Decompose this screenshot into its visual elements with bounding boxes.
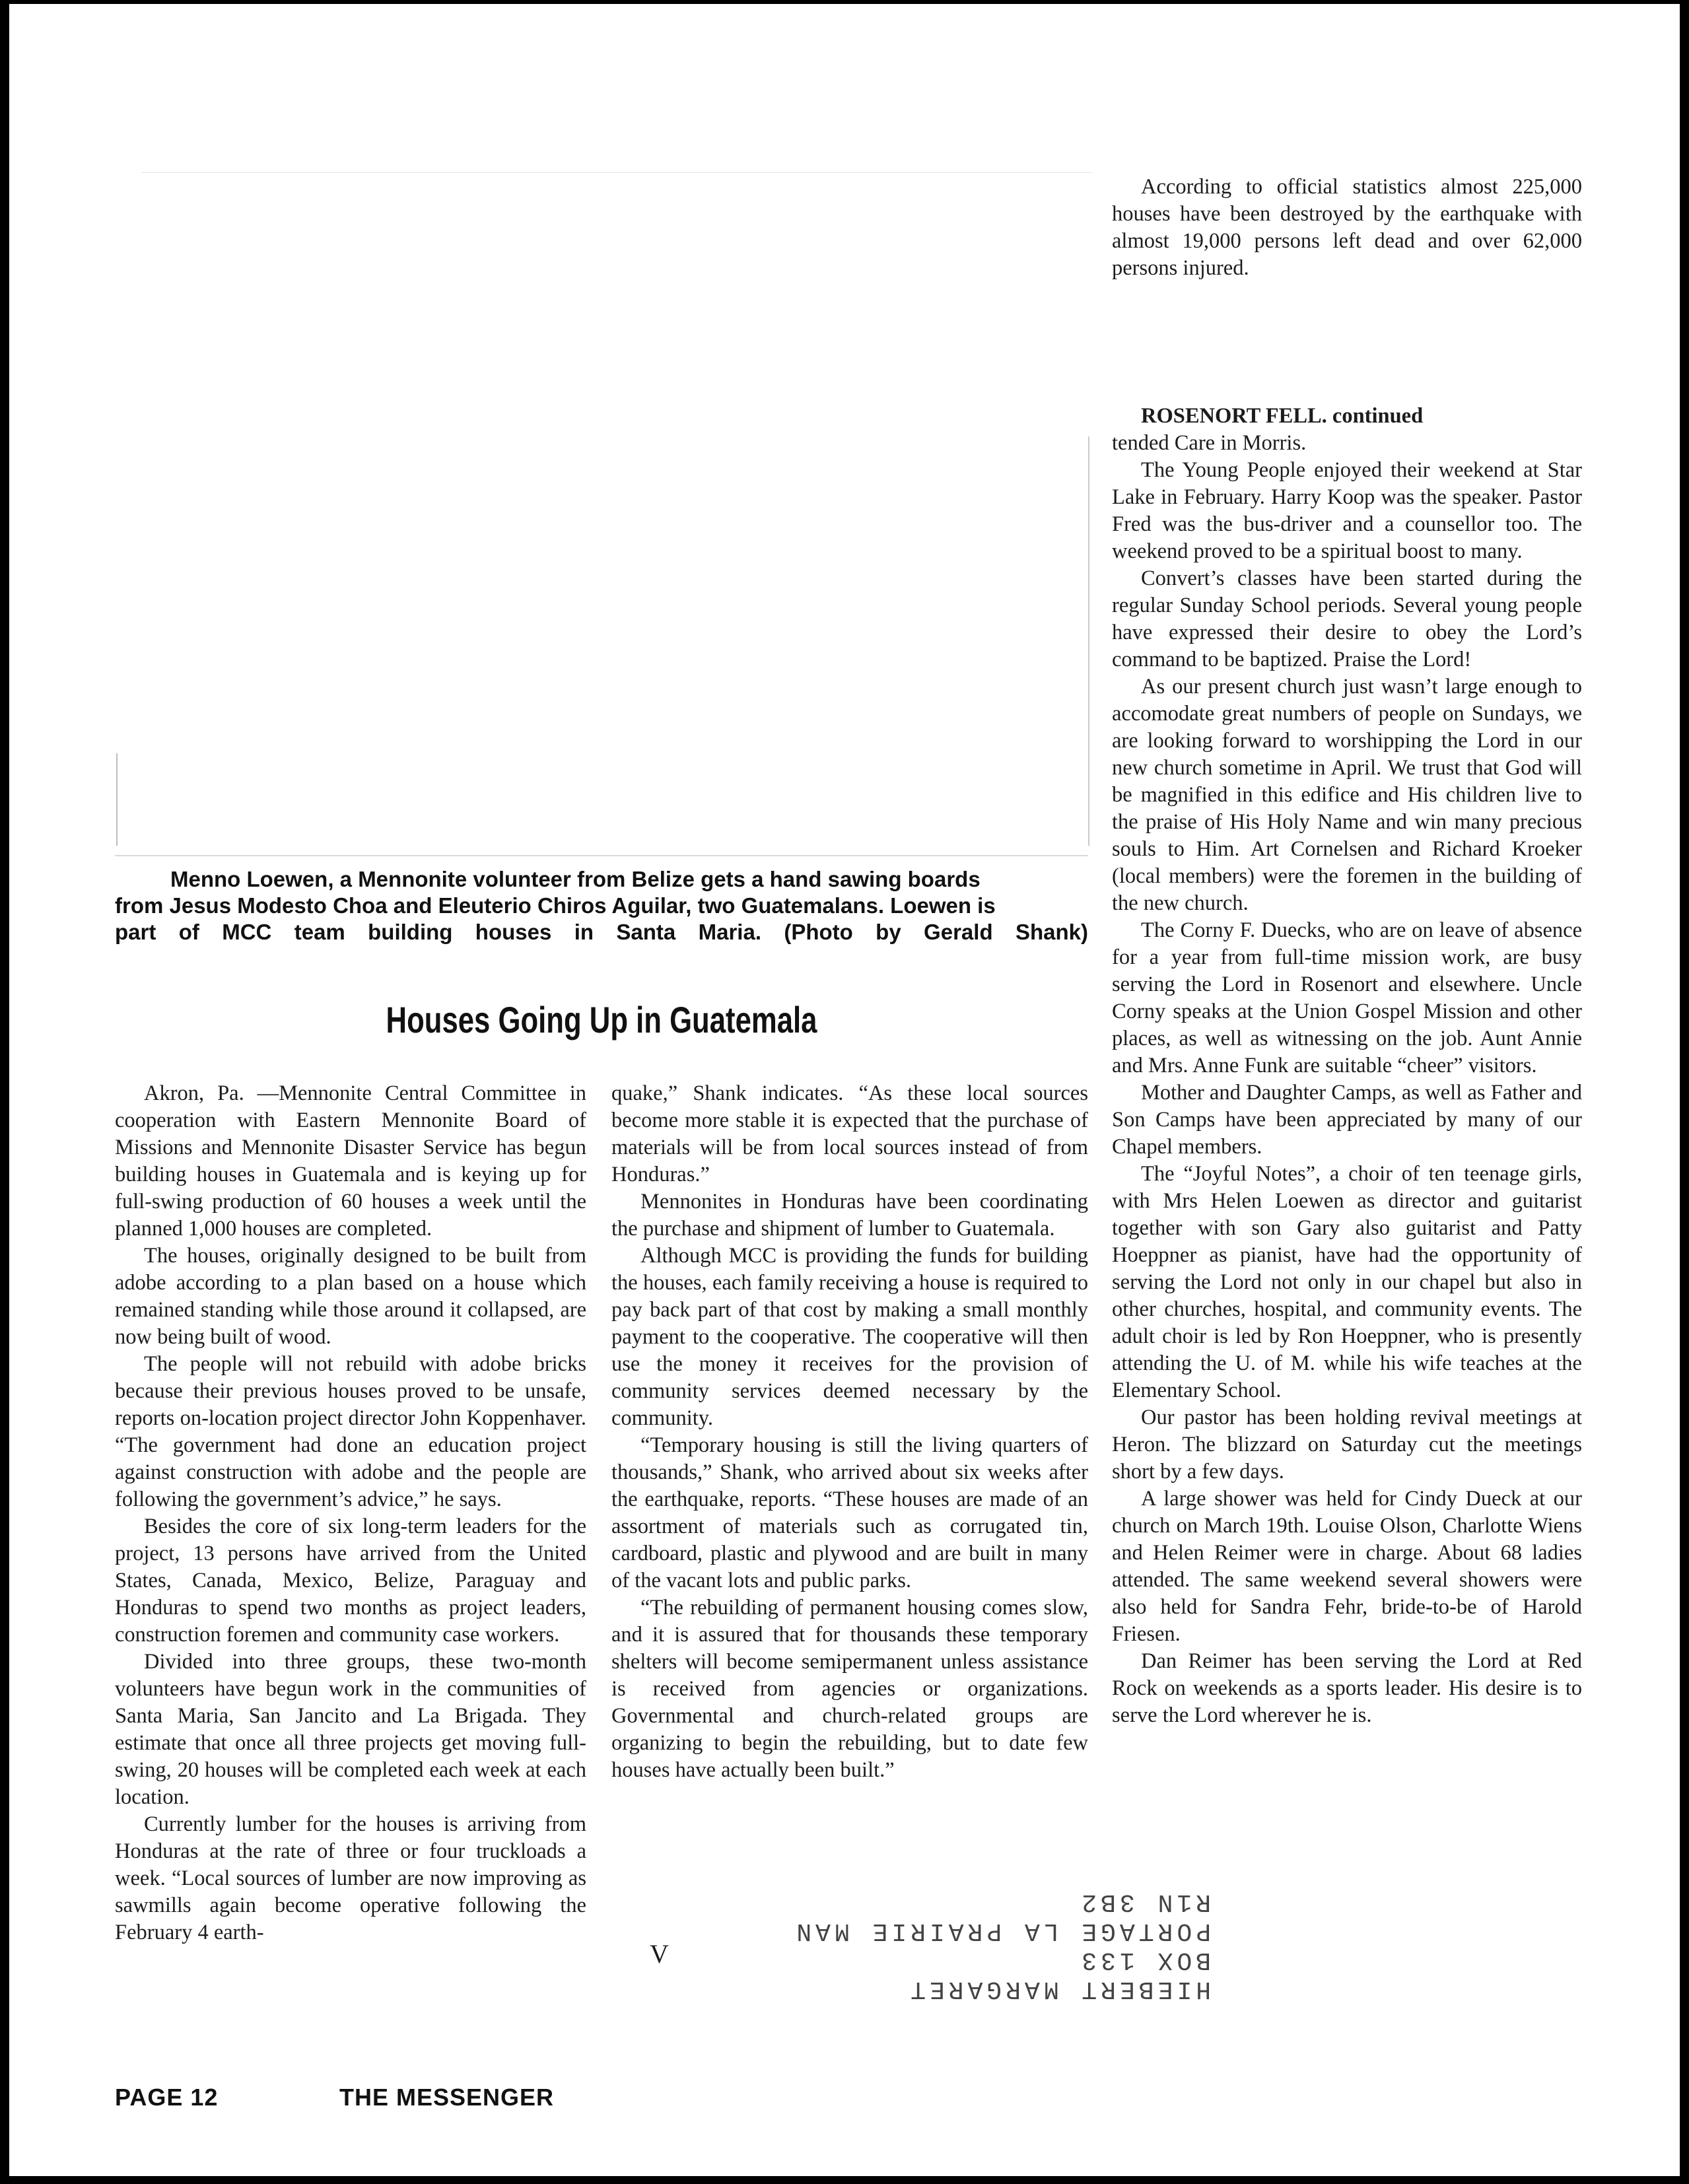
left-paragraph: Akron, Pa. —Mennonite Central Committee in cooperation with Eastern Mennonite Board of Missions and Mennonite Disaster Service has begun building houses in Guatemala and is keying up for full-swing production of 60 houses a week until the planned 1,000 houses are completed.: [115, 1081, 586, 1241]
right-paragraph: Convert’s classes have been started during the regular Sunday School periods. Several young people have expressed their desire to obey the Lord’s command to be baptized. Praise the Lord!: [1112, 566, 1582, 671]
right-paragraph: As our present church just wasn’t large enough to accomodate great numbers of people on Sundays, we are looking forward to worshipping the Lord in our new church sometime in April. We trust that God will be magnified in this edifice and His children live to the praise of His Holy Name and win many precious souls to Him. Art Cornelsen and Richard Kroeker (local members) were the foremen in the building of the new church.: [1112, 675, 1582, 915]
caption-line-3: part of MCC team building houses in Santa Maria. (Photo by Gerald Shank): [115, 920, 1088, 944]
stamp-line: BOX 133: [1078, 1946, 1211, 1974]
left-paragraph: The people will not rebuild with adobe bricks because their previous houses proved to be unsafe, reports on-location project director John Koppenhaver. “The government had done an education project against construction with adobe and the people are following the government’s advice,” he says.: [115, 1352, 586, 1511]
middle-paragraph: Mennonites in Honduras have been coordinating the purchase and shipment of lumber to Guatemala.: [611, 1190, 1088, 1241]
column-middle: [611, 1080, 1088, 1784]
right-paragraph: The Young People enjoyed their weekend at Star Lake in February. Harry Koop was the speaker. Pastor Fred was the bus-driver and a counsellor too. The weekend proved to be a spiritual boost to many.: [1112, 458, 1582, 563]
newspaper-page: [9, 4, 1680, 2176]
left-paragraph: Besides the core of six long-term leaders for the project, 13 persons have arrived from the United States, Canada, Mexico, Belize, Paraguay and Honduras to spend two months as project leaders, construction foremen and community case workers.: [115, 1515, 586, 1647]
v-mark: V: [650, 1939, 669, 1969]
right-paragraph: Dan Reimer has been serving the Lord at Red Rock on weekends as a sports leader. His desire is to serve the Lord wherever he is.: [1112, 1649, 1582, 1727]
statistics-paragraph: According to official statistics almost 225,000 houses have been destroyed by the earthquake with almost 19,000 persons left dead and over 62,000 persons injured.: [1112, 175, 1582, 280]
middle-paragraph: “Temporary housing is still the living quarters of thousands,” Shank, who arrived about six weeks after the earthquake, reports. “These houses are made of an assortment of materials such as corrugated tin, cardboard, plastic and plywood and are built in many of the vacant lots and public parks.: [611, 1433, 1088, 1592]
headline: Houses Going Up in Guatemala: [386, 999, 817, 1041]
left-paragraph: Currently lumber for the houses is arriving from Honduras at the rate of three or four truckloads a week. “Local sources of lumber are now improving as sawmills again become operative following the February 4 earth-: [115, 1812, 586, 1944]
right-paragraph: The Corny F. Duecks, who are on leave of absence for a year from full-time mission work, are busy serving the Lord in Rosenort and elsewhere. Uncle Corny speaks at the Union Gospel Mission and other places, as well as witnessing on the job. Aunt Annie and Mrs. Anne Funk are suitable “cheer” visitors.: [1112, 918, 1582, 1077]
right-paragraph: The “Joyful Notes”, a choir of ten teenage girls, with Mrs Helen Loewen as director and guitarist together with son Gary also guitarist and Patty Hoeppner as pianist, have had the opportunity of serving the Lord not only in our chapel but also in other churches, hospital, and community events. The adult choir is led by Ron Hoeppner, who is presently attending the U. of M. while his wife teaches at the Elementary School.: [1112, 1162, 1582, 1402]
section-heading: ROSENORT FELL. continued: [1141, 404, 1424, 428]
right-paragraph: tended Care in Morris.: [1112, 431, 1307, 455]
photo-caption: [115, 866, 1088, 945]
stamp-line: R1N 3B2: [1078, 1888, 1211, 1916]
caption-line-2: from Jesus Modesto Choa and Eleuterio Chiros Aguilar, two Guatemalans. Loewen is: [115, 893, 996, 918]
stamp-line: HIEBERT MARGARET: [907, 1975, 1211, 2003]
photo-placeholder: [115, 172, 1088, 856]
middle-paragraph: “The rebuilding of permanent housing comes slow, and it is assured that for thousands these temporary shelters will become semipermanent unless assistance is received from agencies or organizations. Governmental and church-related groups are organizing to begin the rebuilding, but to date few houses have actually been built.”: [611, 1596, 1088, 1782]
middle-paragraph: quake,” Shank indicates. “As these local sources become more stable it is expected that the purchase of materials will be from local sources instead of from Honduras.”: [611, 1081, 1088, 1186]
right-paragraph: Our pastor has been holding revival meetings at Heron. The blizzard on Saturday cut the meetings short by a few days.: [1112, 1406, 1582, 1484]
address-stamp: [749, 1887, 1211, 2003]
right-paragraph: Mother and Daughter Camps, as well as Father and Son Camps have been appreciated by many of our Chapel members.: [1112, 1081, 1582, 1159]
page-number: PAGE 12: [115, 2084, 219, 2111]
middle-paragraph: Although MCC is providing the funds for building the houses, each family receiving a house is required to pay back part of that cost by making a small monthly payment to the cooperative. The cooperative will then use the money it receives for the provision of community services deemed necessary by the community.: [611, 1244, 1088, 1430]
left-paragraph: The houses, originally designed to be built from adobe according to a plan based on a house which remained standing while those around it collapsed, are now being built of wood.: [115, 1244, 586, 1349]
stamp-line: PORTAGE LA PRAIRIE MAN: [792, 1917, 1211, 1945]
left-paragraph: Divided into three groups, these two-month volunteers have begun work in the communities of Santa Maria, San Jancito and La Brigada. They estimate that once all three projects get moving full-swing, 20 houses will be completed each week at each location.: [115, 1650, 586, 1809]
column-right: [1112, 403, 1582, 1729]
publication-name: THE MESSENGER: [339, 2084, 555, 2111]
column-right-top: [1112, 174, 1582, 282]
right-paragraph: A large shower was held for Cindy Dueck at our church on March 19th. Louise Olson, Charlotte Wiens and Helen Reimer were in charge. About 68 ladies attended. The same weekend several showers were also held for Sandra Fehr, bride-to-be of Harold Friesen.: [1112, 1487, 1582, 1646]
caption-line-1: Menno Loewen, a Mennonite volunteer from Belize gets a hand sawing boards: [170, 867, 981, 891]
column-left: [115, 1080, 586, 1946]
